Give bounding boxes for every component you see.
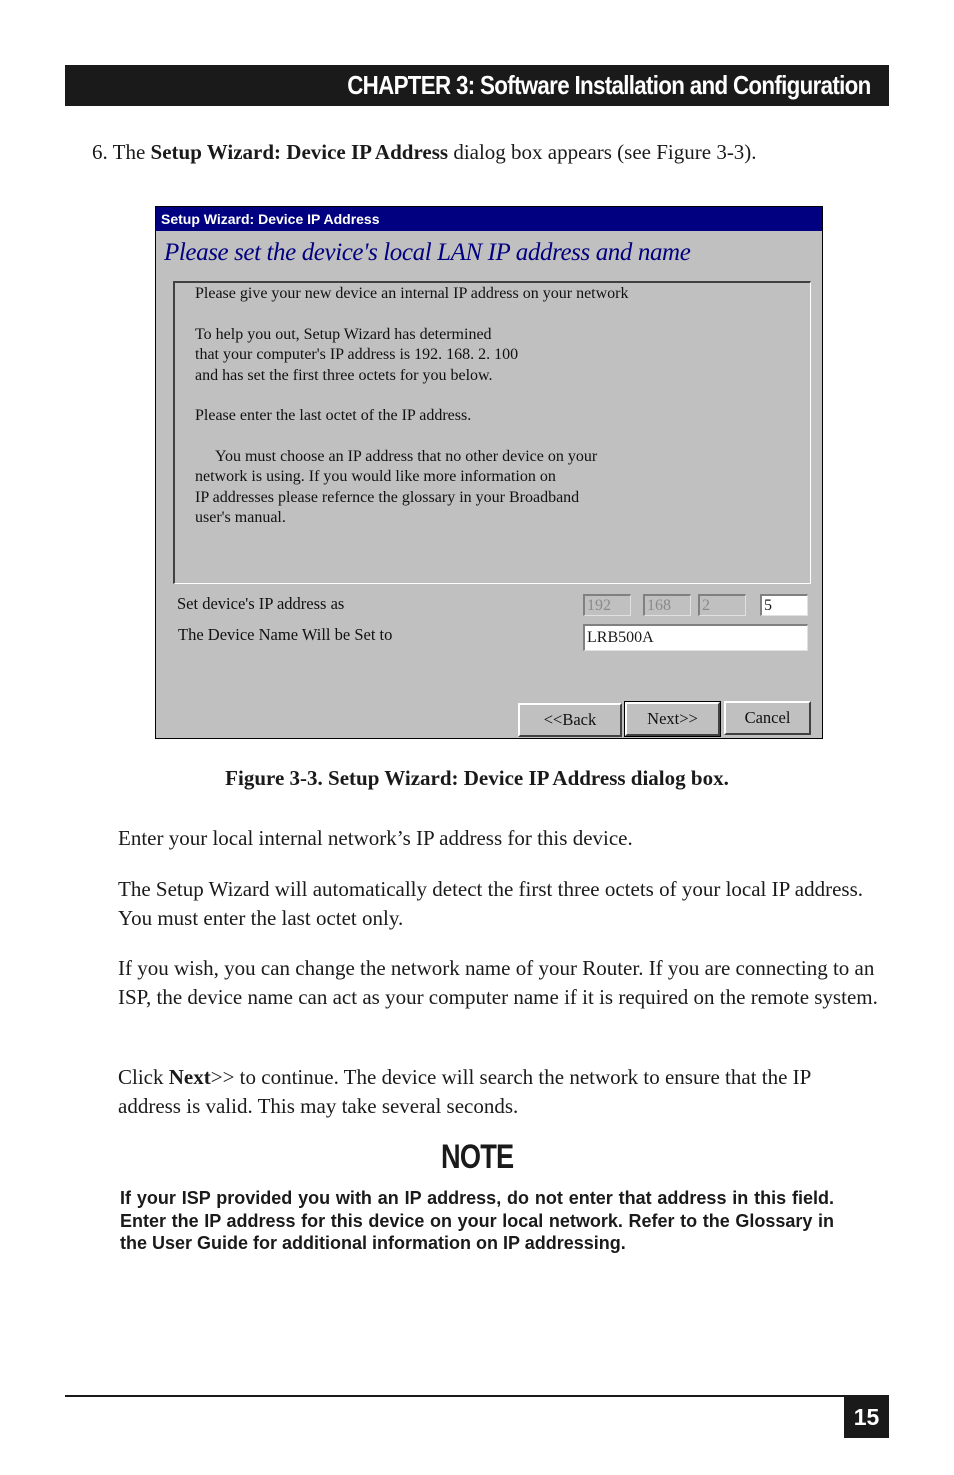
cancel-button[interactable]: Cancel — [724, 701, 811, 735]
setup-wizard-dialog — [155, 206, 823, 739]
info-line: user's manual. — [195, 509, 286, 526]
info-line: that your computer's IP address is 192. 168. 2. 100 — [195, 346, 519, 363]
footer-rule — [65, 1395, 889, 1397]
step-bold-text: Setup Wizard: Device IP Address — [150, 140, 449, 164]
ip-octet-4-input[interactable]: 5 — [760, 594, 808, 616]
info-line: Please give your new device an internal IP address on your network — [195, 285, 629, 302]
dialog-title-bar: Setup Wizard: Device IP Address — [156, 207, 822, 231]
note-title-text: NOTE — [440, 1138, 514, 1176]
page-number: 15 — [844, 1397, 889, 1438]
p4-bold: Next — [168, 1065, 211, 1089]
device-name-label: The Device Name Will be Set to — [178, 625, 393, 644]
next-button[interactable]: Next>> — [625, 702, 720, 736]
back-button[interactable]: <<Back — [518, 703, 622, 737]
info-line: Please enter the last octet of the IP address. — [195, 407, 472, 424]
step-text-after: dialog box appears (see Figure 3-3). — [448, 140, 757, 164]
step-text-before: The — [112, 140, 151, 164]
figure-caption: Figure 3-3. Setup Wizard: Device IP Address dialog box. — [225, 766, 729, 790]
ip-octet-3: 2 — [698, 594, 746, 616]
step-6 — [92, 138, 757, 166]
p4-before: Click — [118, 1065, 169, 1089]
info-line: IP addresses please refernce the glossary in your Broadband — [195, 488, 580, 506]
info-line: You must choose an IP address that no other device on your — [215, 447, 598, 465]
device-name-input[interactable]: LRB500A — [583, 624, 808, 651]
chapter-header — [65, 65, 889, 106]
paragraph-1: Enter your local internal network’s IP address for this device. — [118, 826, 633, 850]
p4-after: >> to continue. The device will search the network to ensure that the IP address is valid. This may take several seconds. — [118, 1065, 811, 1118]
info-line: To help you out, Setup Wizard has determined — [195, 325, 492, 343]
note-heading — [0, 1138, 954, 1177]
note-body: If your ISP provided you with an IP address, do not enter that address in this field. Enter the IP address for this device on your local network. Refer to the Glossary in the User Guide for additional information on IP addressing. — [120, 1188, 834, 1253]
ip-address-label: Set device's IP address as — [177, 594, 345, 613]
paragraph-2: The Setup Wizard will automatically detect the first three octets of your local IP address. You must enter the last octet only. — [118, 877, 863, 930]
dialog-heading: Please set the device's local LAN IP address and name — [164, 239, 691, 266]
ip-octet-1: 192 — [583, 594, 631, 616]
ip-octet-2: 168 — [643, 594, 691, 616]
info-line: network is using. If you would like more information on — [195, 468, 556, 485]
paragraph-4 — [118, 1063, 878, 1121]
chapter-title: CHAPTER 3: Software Installation and Configuration — [347, 70, 871, 100]
dialog-info-panel — [173, 281, 811, 584]
info-line: and has set the first three octets for you below. — [195, 366, 493, 384]
paragraph-3: If you wish, you can change the network name of your Router. If you are connecting to an ISP, the device name can act as your computer name if it is required on the remote system. — [118, 956, 878, 1009]
step-number: 6. — [92, 140, 108, 164]
